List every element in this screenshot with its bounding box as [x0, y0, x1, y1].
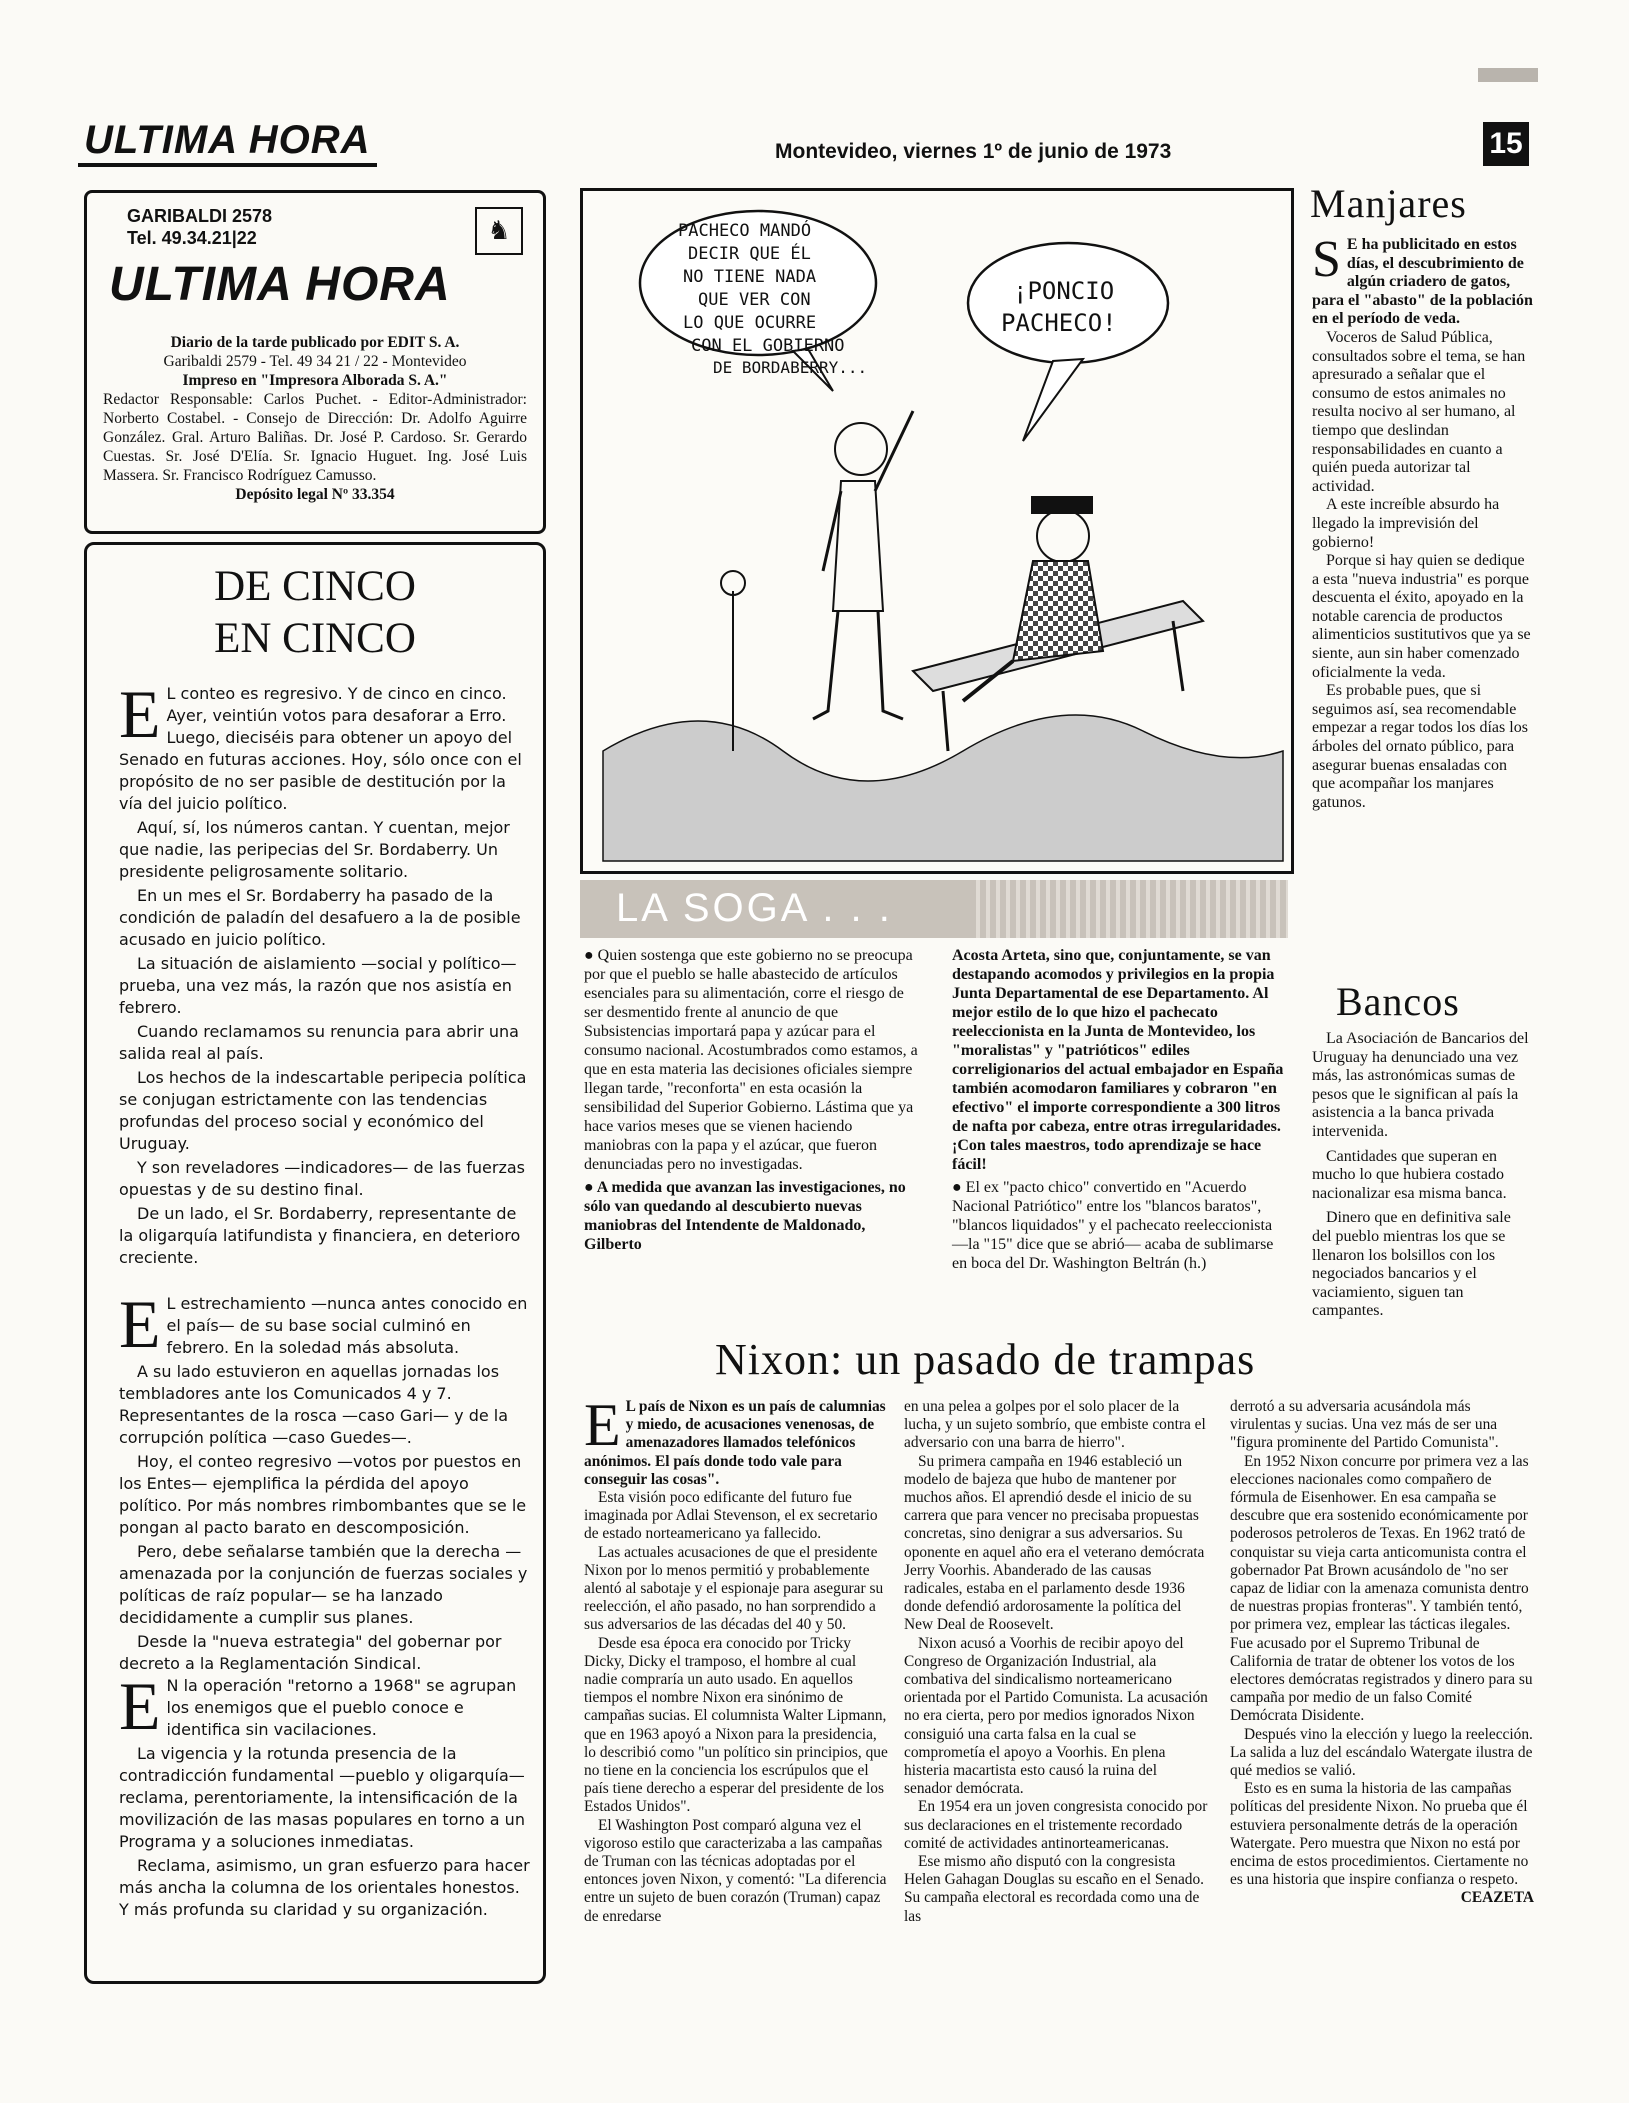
masthead-address [127, 205, 272, 249]
editorial-paragraph: A su lado estuvieron en aquellas jornadas los tembladores ante los Comunicados 4 y 7. Representantes de la rosca —caso Gari— y de la corrupción política —caso Guedes—. [119, 1362, 509, 1447]
masthead-line: Garibaldi 2579 - Tel. 49 34 21 / 22 - Montevideo [163, 353, 467, 370]
editorial-section-1 [119, 676, 531, 1271]
nixon-paragraph: L país de Nixon es un país de calumnias y miedo, de acusaciones venenosas, de amenazadores llamados telefónicos anónimos. El país donde todo vale para conseguir las cosas". [584, 1398, 886, 1488]
drop-cap: E [119, 676, 161, 752]
nixon-paragraph: en una pelea a golpes por el solo placer de la lucha, y un sujeto sombrío, que embiste contra el adversario con una barra de hierro". [904, 1398, 1206, 1452]
editorial-paragraph: De un lado, el Sr. Bordaberry, representante de la oligarquía latifundista y financiera, en deterioro creciente. [119, 1204, 521, 1267]
editorial-paragraph: N la operación "retorno a 1968" se agrupan los enemigos que el pueblo conoce e identifica sin vacilaciones. [166, 1676, 517, 1739]
editorial-section-2 [119, 1286, 531, 1677]
soga-paragraph: ● A medida que avanzan las investigaciones, no sólo van quedando al descubierto nuevas maniobras del Intendente de Maldonado, Gilberto [584, 1179, 906, 1253]
manjares-paragraph: Es probable pues, que si seguimos así, sea recomendable empezar a regar todos los días los árboles del ornato público, para asegurar buenas ensaladas con que acompañar los manjares gatunos. [1312, 682, 1528, 811]
cartoon-drawing [583, 191, 1291, 871]
editorial-title [87, 561, 543, 665]
manjares-title: Manjares [1310, 181, 1467, 226]
manjares-paragraph: Porque si hay quien se dedique a esta "nueva industria" es porque descuenta el éxito, apoyado en la notable carencia de productos alimenticios sustitutivos que ya se siente, aun sin haber comenzado oficialmente la veda. [1312, 552, 1531, 681]
political-cartoon [580, 188, 1294, 874]
editorial-paragraph: Hoy, el conteo regresivo —votos por puestos en los Entes— ejemplifica la pérdida del apoyo político. Por más nombres rimbombantes que se le pongan al pacto barato en descomposición. [119, 1452, 527, 1537]
drop-cap: S [1312, 231, 1341, 288]
drop-cap: E [584, 1392, 621, 1458]
nixon-headline: Nixon: un pasado de trampas [715, 1335, 1256, 1384]
masthead-line: Redactor Responsable: Carlos Puchet. - Editor-Administrador: Norberto Costabel. - Consejo de Dirección: Dr. Adolfo Aguirre González. Gral. Arturo Baliñas. Dr. José P. Cardoso. Sr. Gerardo Cuestas. Sr. José D'Elía. Sr. Ignacio Huguet. Ing. José Luis Massera. Sr. Francisco Rodríguez Camusso. [103, 391, 527, 484]
nixon-paragraph: Ese mismo año disputó con la congresista Helen Gahagan Douglas su escaño en el Senado. Su campaña electoral es recordada como una de las [904, 1853, 1205, 1925]
page-number: 15 [1483, 122, 1529, 166]
editorial-paragraph: Reclama, asimismo, un gran esfuerzo para hacer más ancha la columna de los orientales honestos. Y más profunda su claridad y su organización. [119, 1856, 530, 1919]
horse-rider-icon: ♞ [475, 207, 523, 255]
editorial-paragraph: Pero, debe señalarse también que la derecha —amenazada por la conjunción de fuerzas sociales y políticas de raíz popular— se ha lanzado decididamente a cumplir sus planes. [119, 1542, 528, 1627]
masthead-line: Diario de la tarde publicado por EDIT S. A. [170, 334, 460, 351]
manjares-paragraph: Voceros de Salud Pública, consultados sobre el tema, se han apresurado a señalar que el consumo de estos animales no resulta nocivo al ser humano, al tiempo que deslindan responsabilidades en cuanto a quién pueda autorizar tal actividad. [1312, 328, 1526, 495]
editorial-title-line: EN CINCO [214, 615, 416, 662]
nixon-column-3 [1230, 1398, 1534, 1908]
bancos-paragraph: Dinero que en definitiva sale del pueblo mientras los que se llenaron los bolsillos con los negociados bancarios y el vaciamiento, siguen tan campantes. [1312, 1209, 1511, 1320]
editorial-paragraph: La situación de aislamiento —social y político— prueba, una vez más, la razón que nos asistía en febrero. [119, 954, 517, 1017]
nixon-paragraph: En 1954 era un joven congresista conocido por sus declaraciones en el tristemente recordado comité de actividades antinorteamericanas. [904, 1798, 1208, 1852]
nixon-column-1 [584, 1392, 888, 1926]
editorial-paragraph: Cuando reclamamos su renuncia para abrir una salida real al país. [119, 1022, 519, 1063]
editorial-title-line: DE CINCO [214, 563, 416, 610]
svg-text:DE BORDABERRY...: DE BORDABERRY... [713, 358, 868, 377]
svg-text:PACHECO MANDÓ DECIR QUE: PACHECO MANDÓ DECIR QUE ÉL NO TIENE NADA QUE VER CON LO QUE OCURRE CON EL GOBIERNO [678, 221, 845, 356]
editorial-paragraph: La vigencia y la rotunda presencia de la contradicción fundamental —pueblo y oligarquía— reclama, perentoriamente, la intensificación de la movilización de las masas populares en torno a un Programa y a soluciones inmediatas. [119, 1744, 525, 1851]
editorial-paragraph: Los hechos de la indescartable peripecia política se conjugan estrictamente con las tendencias profundas del proceso social y económico del Uruguay. [119, 1068, 527, 1153]
manjares-paragraph: A este increíble absurdo ha llegado la imprevisión del gobierno! [1312, 496, 1500, 551]
nixon-paragraph: derrotó a su adversaria acusándola más virulentas y sucias. Una vez más de ser una "figura prominente del Partido Comunista". [1230, 1398, 1499, 1452]
manjares-paragraph: E ha publicitado en estos días, el descubrimiento de algún criadero de gatos, para el "abasto" de la población en el período de veda. [1312, 236, 1533, 328]
editorial-paragraph: Aquí, sí, los números cantan. Y cuentan, mejor que nadie, las peripecias del Sr. Bordaberry. Un presidente peligrosamente solitario. [119, 818, 510, 881]
soga-column-1 [584, 946, 920, 1258]
nixon-paragraph: Después vino la elección y luego la reelección. La salida a luz del escándalo Watergate ilustra de qué medios se valió. [1230, 1725, 1533, 1780]
bancos-title: Bancos [1336, 979, 1460, 1024]
svg-text:¡PONCIO PACHECO!: ¡PONCIO PACHECO! [1001, 277, 1117, 337]
editorial-paragraph: Y son reveladores —indicadores— de las fuerzas opuestas y de su destino final. [119, 1158, 525, 1199]
masthead-line: Impreso en "Impresora Alborada S. A." [182, 372, 448, 389]
bancos-body [1312, 1030, 1534, 1321]
masthead-logo: ULTIMA HORA [109, 258, 451, 311]
nixon-signature: CEAZETA [1460, 1889, 1534, 1907]
masthead-phone-line: Tel. 49.34.21|22 [127, 228, 257, 248]
soga-column-2 [952, 946, 1288, 1277]
section-label-text: LA SOGA . . . [616, 886, 893, 930]
drop-cap: E [119, 1286, 161, 1362]
manjares-body [1312, 231, 1534, 812]
soga-paragraph: Acosta Arteta, sino que, conjuntamente, se van destapando acomodos y privilegios en la propia Junta Departamental de ese Departamento. Al mejor estilo de lo que hizo el pachecato reeleccionista en la Junta de Montevideo, los "moralistas" y "patrióticos" ediles correligionarios del actual embajador en España también acomodaron familiares y cobraron "en efectivo" el importe correspondiente a 300 litros de nafta por cabeza, entre otras irregularidades. ¡Con tales maestros, todo aprendizaje se hace fácil! [952, 947, 1284, 1173]
masthead-box [84, 190, 546, 534]
editorial-box [84, 542, 546, 1984]
nixon-paragraph: Esto es en suma la historia de las campañas políticas del presidente Nixon. No prueba que él estuviera personalmente detrás de la operación Watergate. Pero muestra que Nixon no está por encima de estos procedimientos. Ciertamente no es una historia que inspire confianza o respeto. [1230, 1780, 1529, 1889]
masthead-credits [103, 333, 527, 504]
masthead-line: Depósito legal Nº 33.354 [235, 486, 395, 503]
page-corner-mark [1478, 68, 1538, 82]
bancos-paragraph: Cantidades que superan en mucho lo que hubiera costado nacionalizar esa misma banca. [1312, 1147, 1507, 1202]
nixon-paragraph: Nixon acusó a Voorhis de recibir apoyo del Congreso de Organización Industrial, ala combativa del sindicalismo norteamericano orientada por el Partido Comunista. La acusación no era cierta, pero por medios ignorados Nixon consiguió una carta falsa en la cual se comprometía el apoyo a Voorhis. En plena histeria macartista esto causó la ruina del senador demócrata. [904, 1634, 1208, 1798]
section-label-decoration [970, 880, 1288, 938]
editorial-section-3 [119, 1668, 531, 1923]
nixon-column-2 [904, 1398, 1208, 1926]
editorial-paragraph: Desde la "nueva estrategia" del gobernar por decreto a la Reglamentación Sindical. [119, 1632, 502, 1673]
editorial-paragraph: En un mes el Sr. Bordaberry ha pasado de la condición de paladín del desafuero a la de posible acusado en juicio político. [119, 886, 521, 949]
dateline: Montevideo, viernes 1º de junio de 1973 [775, 140, 1172, 163]
editorial-paragraph: L estrechamiento —nunca antes conocido en el país— de su base social culminó en febrero. En la soledad más absoluta. [166, 1294, 528, 1357]
drop-cap: E [119, 1668, 161, 1744]
section-label-la-soga [580, 880, 970, 938]
soga-paragraph: ● Quien sostenga que este gobierno no se preocupa por que el pueblo se halle abastecido de artículos esenciales para su alimentación, corre el riesgo de ser desmentido frente al anuncio de que Subsistencias importará papa y azúcar para el consumo nacional. Acostumbrados como estamos, a que en esta materia las decisiones oficiales siempre llegan tarde, "reconforta" en esta ocasión la sensibilidad del Superior Gobierno. Lástima que ya hace varios meses que se vienen haciendo maniobras con la papa y el azúcar, que fueron denunciadas pero no investigadas. [584, 947, 918, 1173]
nixon-paragraph: En 1952 Nixon concurre por primera vez a las elecciones nacionales como compañero de fórmula de Eisenhower. En esa campaña se descubre que era sostenido económicamente por poderosos petroleros de Texas. En 1962 trató de conquistar su vieja carta anticomunista contra el gobernador Pat Brown acusándolo de "no ser capaz de lidiar con la amenaza comunista dentro de nuestras propias fronteras". Y también tentó, por primera vez, emplear las tácticas ilegales. Fue acusado por el Supremo Tribunal de California de tratar de obtener los votos de los electores demócratas registrados y dinero para su campaña por medio de un falso Comité Demócrata Disidente. [1230, 1452, 1533, 1725]
editorial-paragraph: L conteo es regresivo. Y de cinco en cinco. Ayer, veintiún votos para desaforar a Erro. Luego, dieciséis para obtener un apoyo del Senado en futuras acciones. Hoy, sólo once con el propósito de no ser pasible de destitución por la vía del juicio político. [119, 684, 522, 813]
nixon-paragraph: Su primera campaña en 1946 estableció un modelo de bajeza que hubo de mantener por muchos años. El aprendió desde el inicio de su carrera que para vencer no precisaba propuestas concretas, sino denigrar a sus adversarios. Su oponente en aquel año era el veterano demócrata Jerry Voorhis. Abanderado de las causas radicales, estaba en el parlamento desde 1936 donde defendió ardorosamente la política del New Deal de Roosevelt. [904, 1452, 1205, 1634]
nixon-paragraph: Las actuales acusaciones de que el presidente Nixon por lo menos permitió y probablemente alentó al sabotaje y el espionaje para asegurar su reelección, el año pasado, no han sorprendido a sus adversarios de las décadas del 40 y 50. [584, 1543, 884, 1634]
bancos-paragraph: La Asociación de Bancarios del Uruguay ha denunciado una vez más, las astronómicas sumas de pesos que le significan al país la asistencia a la banca privada intervenida. [1312, 1030, 1529, 1140]
nixon-paragraph: Desde esa época era conocido por Tricky Dicky, Dicky el tramposo, el hombre al cual nadie compraría un auto usado. En aquellos tiempos el nombre Nixon era sinónimo de campañas sucias. El columnista Walter Lipmann, que en 1963 apoyó a Nixon para la presidencia, lo describió como "un político sin principios, que no tiene en la conciencia los escrúpulos que el país tiene derecho a esperar del presidente de los Estados Unidos". [584, 1634, 888, 1816]
masthead-address-line: GARIBALDI 2578 [127, 206, 273, 226]
nixon-paragraph: Esta visión poco edificante del futuro fue imaginada por Adlai Stevenson, el ex secretario de estado norteamericano ya fallecido. [584, 1489, 878, 1543]
newspaper-logo: ULTIMA HORA [78, 118, 377, 167]
soga-paragraph: ● El ex "pacto chico" convertido en "Acuerdo Nacional Patriótico" entre los "blancos baratos", "blancos liquidados" y el pachecato reeleccionista —la "15" dice que se abrió— acaba de sublimarse en boca del Dr. Washington Beltrán (h.) [952, 1179, 1274, 1272]
nixon-paragraph: El Washington Post comparó alguna vez el vigoroso estilo que caracterizaba a las campañas de Truman con las técnicas adoptadas por el entonces joven Nixon, y comentó: "La diferencia entre un sujeto de buen corazón (Truman) capaz de enredarse [584, 1816, 887, 1925]
